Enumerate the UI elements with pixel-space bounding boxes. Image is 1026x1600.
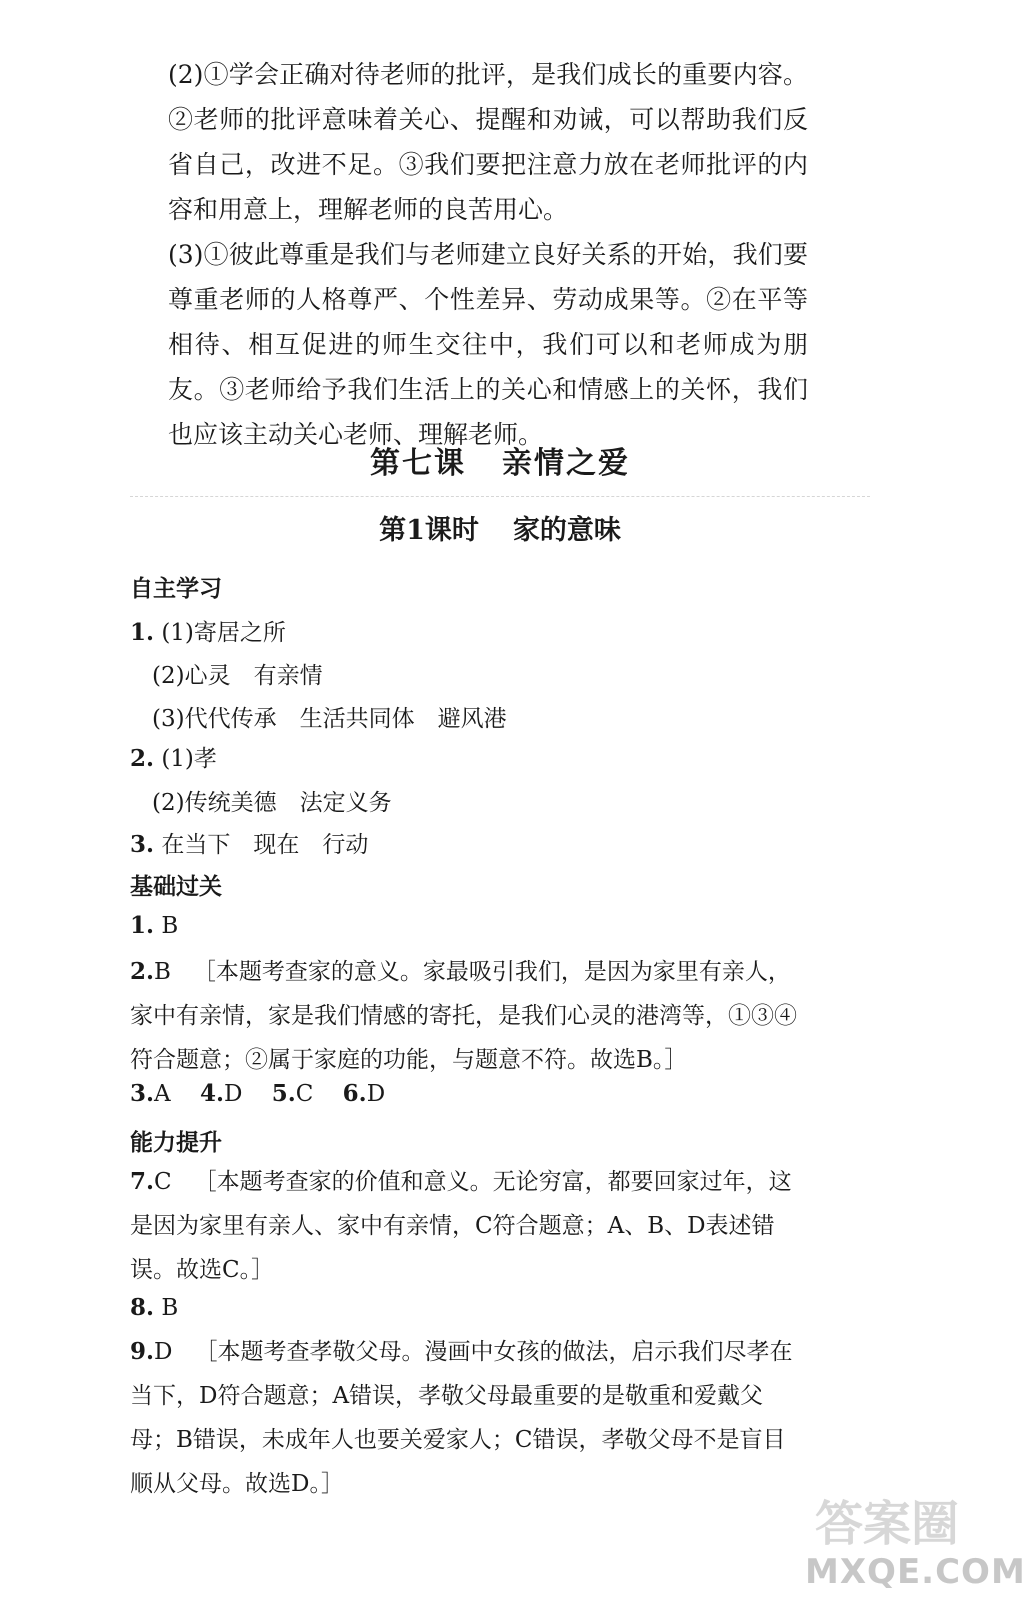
- list-item: [130, 614, 286, 647]
- list-item: [130, 912, 178, 939]
- watermark-site: MXQE.COM: [805, 1552, 1026, 1592]
- list-item: [130, 1294, 178, 1321]
- answer-letter: A: [154, 1081, 171, 1107]
- answer-explanation: ［本题考查家的意义。家最吸引我们，是因为家里有亲人，家中有亲情，家是我们情感的寄托，是我们心灵的港湾等，①③④符合题意；②属于家庭的功能，与题意不符。故选B。］: [130, 959, 797, 1073]
- lesson-title: [0, 438, 1000, 482]
- list-item: [130, 740, 217, 773]
- answer-letter: B: [161, 913, 179, 939]
- section-heading-advanced: 能力提升: [130, 1130, 222, 1156]
- question-number: 1.: [130, 912, 155, 939]
- list-item: [130, 1160, 802, 1292]
- question-number: 8.: [130, 1294, 155, 1321]
- answer-letter: D: [154, 1339, 173, 1365]
- question-number: 1.: [130, 619, 155, 646]
- lesson-label: 第七课: [370, 446, 466, 481]
- list-item: [130, 1330, 802, 1506]
- question-number: 3.: [130, 831, 155, 858]
- answer-letter: D: [366, 1081, 386, 1107]
- answer-letter: B: [154, 959, 171, 985]
- lesson-name: 亲情之爱: [502, 446, 630, 481]
- answer-letter: C: [154, 1169, 172, 1195]
- list-item: [130, 1080, 385, 1107]
- answer-text: 在当下 现在 行动: [161, 832, 369, 858]
- answer-text: (1)寄居之所: [161, 620, 286, 646]
- section-heading-basic: 基础过关: [130, 874, 222, 900]
- answer-letter: C: [295, 1081, 314, 1107]
- question-number: 9.: [130, 1338, 155, 1365]
- watermark-logo: 答案圈: [815, 1496, 960, 1552]
- question-number: 2.: [130, 745, 155, 772]
- period-name: 家的意味: [512, 515, 621, 546]
- answer-explanation: ［本题考查孝敬父母。漫画中女孩的做法，启示我们尽孝在当下，D符合题意；A错误，孝敬父母最重要的是敬重和爱戴父母；B错误，未成年人也要关爱家人；C错误，孝敬父母不是盲目顺从父母。故选D。］: [130, 1339, 793, 1497]
- intro-paragraph-2: (2)①学会正确对待老师的批评，是我们成长的重要内容。②老师的批评意味着关心、提醒和劝诫，可以帮助我们反省自己，改进不足。③我们要把注意力放在老师批评的内容和用意上，理解老师的良苦用心。: [168, 60, 808, 224]
- question-number: 6.: [342, 1080, 367, 1107]
- answer-line: (3)代代传承 生活共同体 避风港: [152, 706, 507, 732]
- answer-line: (2)传统美德 法定义务: [152, 790, 392, 816]
- intro-paragraph-3: (3)①彼此尊重是我们与老师建立良好关系的开始，我们要尊重老师的人格尊严、个性差异、劳动成果等。②在平等相待、相互促进的师生交往中，我们可以和老师成为朋友。③老师给予我们生活上的关心和情感上的关怀，我们也应该主动关心老师、理解老师。: [168, 240, 808, 449]
- question-number: 2.: [130, 958, 155, 985]
- answer-letter: D: [223, 1081, 243, 1107]
- answer-letter: B: [161, 1295, 179, 1321]
- answer-line: (2)心灵 有亲情: [152, 663, 323, 689]
- question-number: 4.: [199, 1080, 224, 1107]
- period-label: 第1课时: [379, 515, 479, 546]
- question-number: 7.: [130, 1168, 155, 1195]
- question-number: 5.: [271, 1080, 296, 1107]
- period-title: [0, 508, 1000, 547]
- lesson-divider: [130, 496, 870, 497]
- list-item: [130, 950, 802, 1082]
- list-item: [130, 826, 368, 859]
- answer-explanation: ［本题考查家的价值和意义。无论穷富，都要回家过年，这是因为家里有亲人、家中有亲情，C符合题意；A、B、D表述错误。故选C。］: [130, 1169, 792, 1283]
- section-heading-self-study: 自主学习: [130, 576, 222, 602]
- question-number: 3.: [130, 1080, 155, 1107]
- answer-text: (1)孝: [161, 746, 217, 772]
